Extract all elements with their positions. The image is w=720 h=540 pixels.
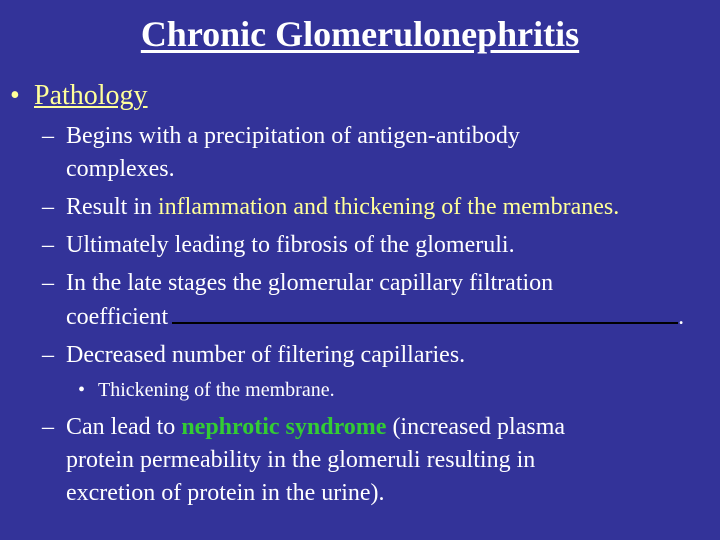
list-item-inflammation [42,191,720,224]
dash-icon: – [42,194,54,220]
fill-in-blank [172,300,678,324]
item-text-line3: excretion of protein in the urine). [66,480,385,506]
item-text-line2: protein permeability in the glomeruli resulting in [66,447,536,473]
item-text-suffix: (increased plasma [386,414,566,440]
bullet-pathology [10,78,720,114]
list-item-capillaries [42,339,720,372]
sub-bullet-text: Thickening of the membrane. [98,379,335,401]
slide-content [0,78,720,515]
list-item-filtration [42,267,720,334]
dash-icon: – [42,232,54,258]
dash-icon: – [42,342,54,368]
item-text-prefix: Result in [66,194,159,220]
dash-icon: – [42,123,54,149]
item-text-prefix: Can lead to [66,414,182,440]
list-item-nephrotic [42,411,720,510]
item-text-line1: Begins with a precipitation of antigen-antibody [66,123,520,149]
slide-title: Chronic Glomerulonephritis [140,14,580,54]
list-item-precipitation [42,120,720,186]
item-text-highlight: inflammation and thickening of the membranes. [158,194,620,220]
item-text-coefficient: coefficient [66,304,169,330]
list-item-fibrosis [42,229,720,262]
pathology-label: Pathology [34,80,148,111]
item-text: Ultimately leading to fibrosis of the glomeruli. [66,232,515,258]
item-text-line2: complexes. [66,156,175,182]
bullet-icon: • [10,80,20,111]
item-text: Decreased number of filtering capillaries. [66,342,466,368]
dash-icon: – [42,270,54,296]
bullet-icon: • [78,379,86,401]
item-text-period: . [678,304,685,330]
item-text-highlight: nephrotic syndrome [181,414,387,440]
dash-icon: – [42,414,54,440]
sub-list [42,120,720,510]
sub-bullet-thickening [78,377,720,403]
item-text-line1: In the late stages the glomerular capillary filtration [66,270,554,296]
